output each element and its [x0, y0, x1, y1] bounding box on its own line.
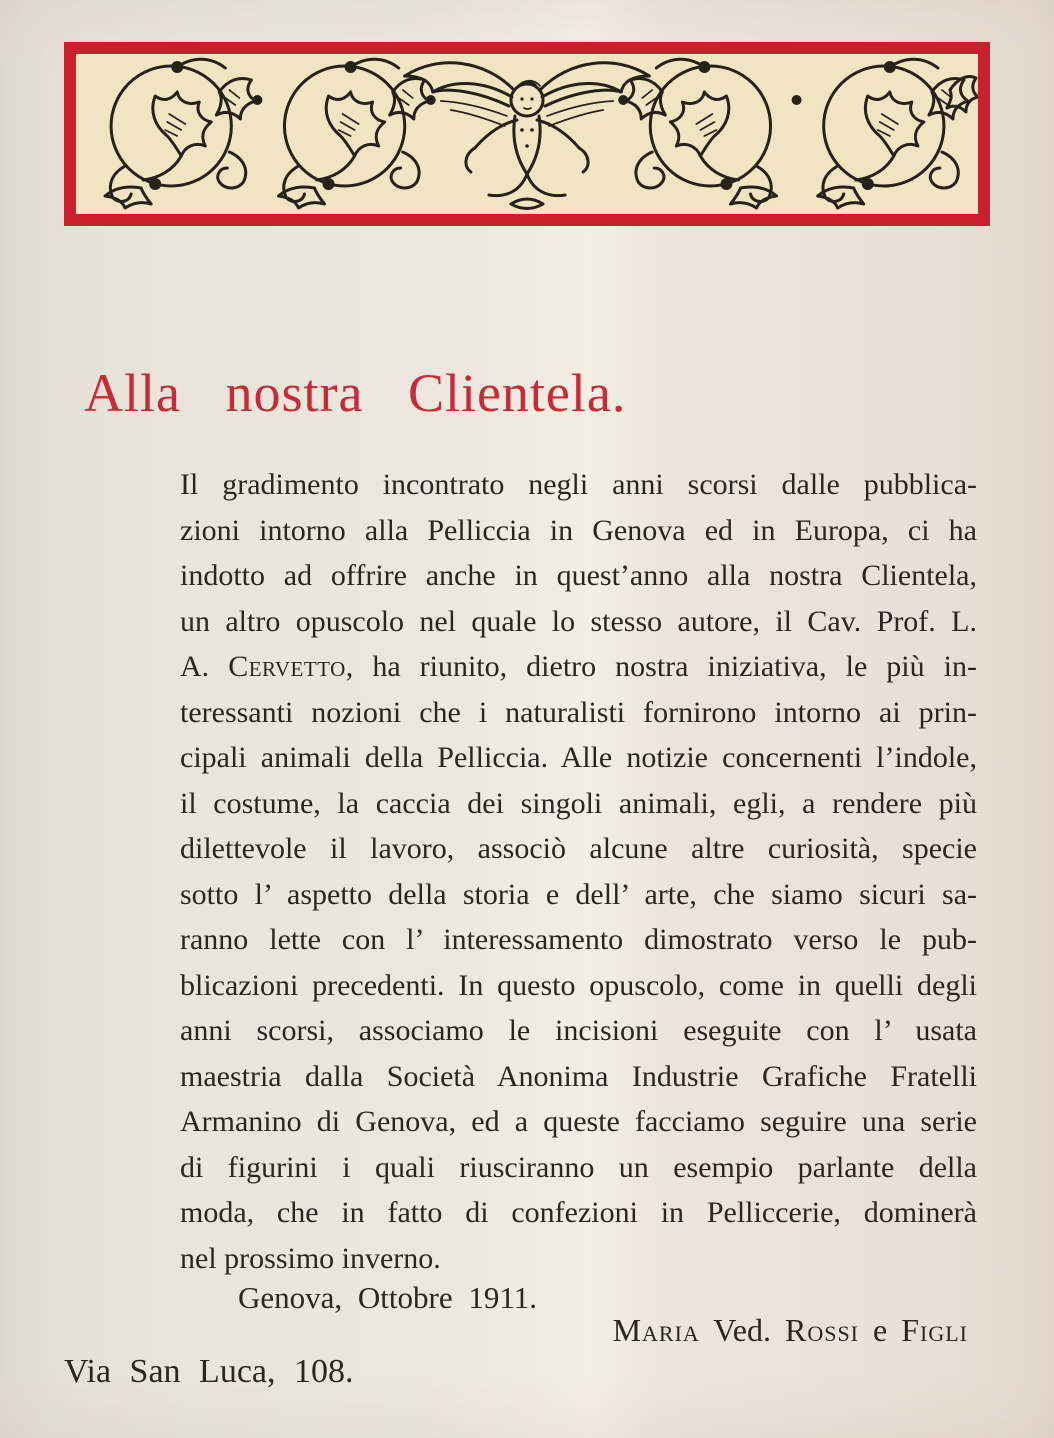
signature-name: Figli [901, 1312, 968, 1348]
body-line: anni scorsi, associamo le incisioni eseguite con l’ usata [180, 1014, 977, 1047]
signature-name: Rossi [784, 1312, 860, 1348]
signature [613, 1312, 968, 1349]
body-line: moda, che in fatto di confezioni in Pelliccerie, dominerà [180, 1196, 977, 1229]
body-line: il costume, la caccia dei singoli animali, egli, a rendere più [180, 786, 977, 820]
body-line: blicazioni precedenti. In questo opuscolo, come in quelli degli [180, 968, 977, 1002]
street-address: Via San Luca, 108. [64, 1353, 354, 1390]
body-line: dilettevole il lavoro, associò alcune altre curiosità, specie [180, 832, 977, 865]
page-title: Alla nostra Clientela. [84, 363, 627, 423]
body-line: Il gradimento incontrato negli anni scorsi dalle pubblica- [180, 468, 977, 501]
body-line: un altro opuscolo nel quale lo stesso autore, il Cav. Prof. L. [180, 604, 977, 638]
signature-text: e [859, 1312, 902, 1348]
author-name: Cervetto [228, 650, 346, 683]
ornament-band [64, 42, 990, 226]
winged-putto-vine-scroll-frieze-icon [76, 54, 978, 214]
signature-name: Maria [612, 1312, 700, 1348]
body-line: ranno lette con l’ interessamento dimostrato verso le pub- [180, 923, 977, 956]
body-line: teressanti nozioni che i naturalisti fornirono intorno ai prin- [180, 695, 977, 729]
body-line: di figurini i quali riusciranno un esempio parlante della [180, 1150, 977, 1184]
body-line: sotto l’ aspetto della storia e dell’ arte, che siamo sicuri sa- [180, 877, 977, 911]
body-paragraph [180, 462, 977, 1281]
signature-text: Ved. [699, 1312, 785, 1348]
dateline: Genova, Ottobre 1911. [238, 1280, 537, 1315]
body-line: cipali animali della Pelliccia. Alle notizie concernenti l’indole, [180, 741, 977, 774]
body-line: Armanino di Genova, ed a queste facciamo seguire una serie [180, 1105, 977, 1138]
body-line: nel prossimo inverno. [180, 1241, 441, 1275]
body-line: zioni intorno alla Pelliccia in Genova ed in Europa, ci ha [180, 513, 977, 547]
body-line [180, 644, 977, 690]
body-line: maestria dalla Società Anonima Industrie Grafiche Fratelli [180, 1059, 977, 1093]
body-line-rest: , ha riunito, dietro nostra iniziativa, le più in- [345, 650, 977, 683]
body-line: indotto ad offrire anche in quest’anno alla nostra Clientela, [180, 559, 977, 592]
body-line-prefix: A. [180, 650, 229, 683]
